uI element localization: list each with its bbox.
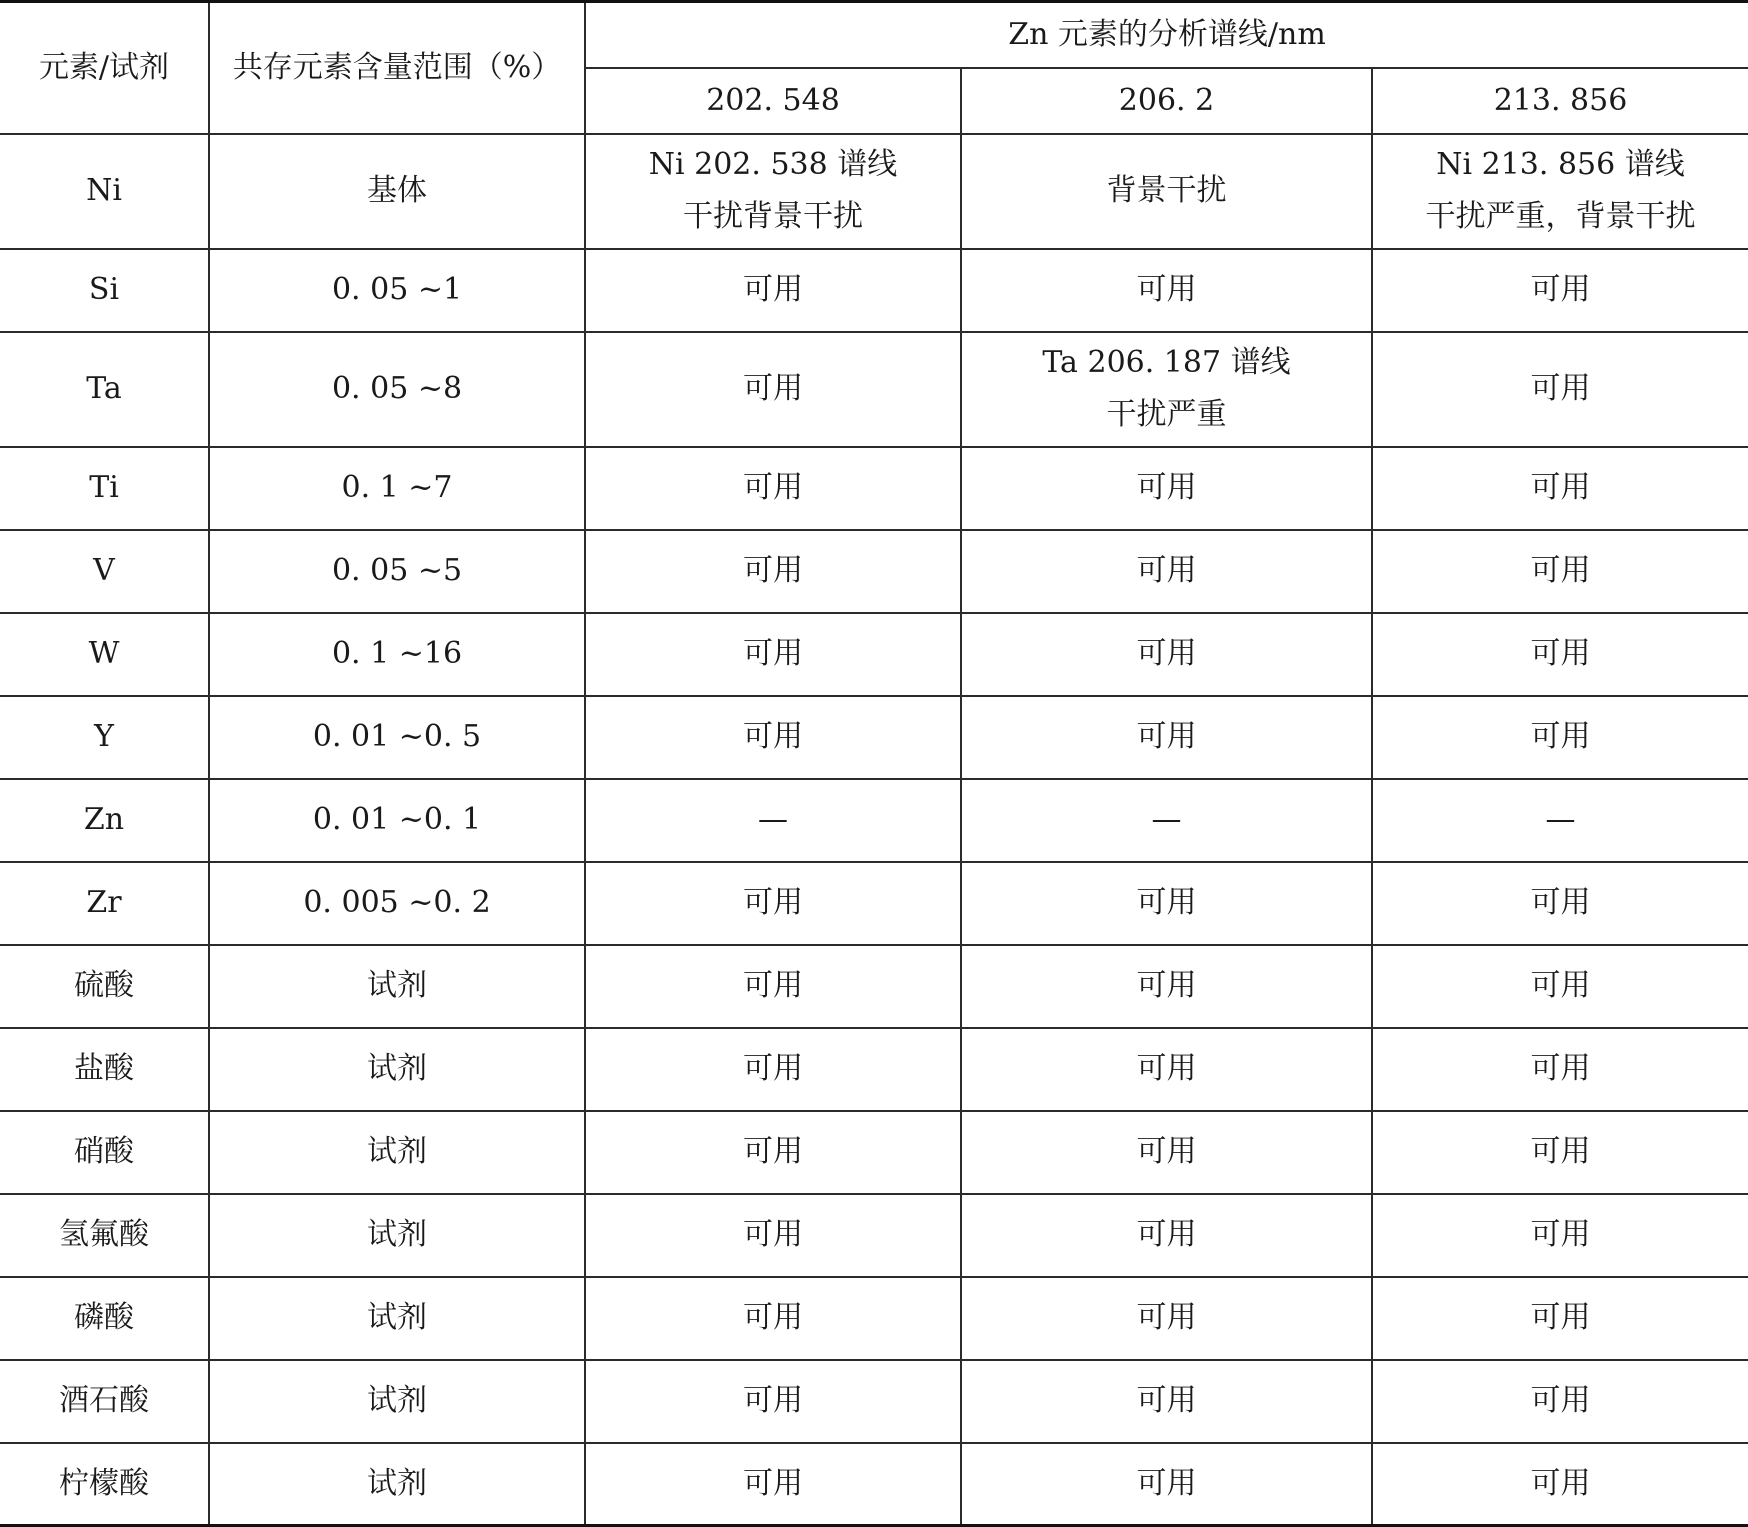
cell-line-1 [585,530,961,613]
cell-range: 试剂 [209,1360,585,1443]
cell-text: 可用 [743,1217,803,1252]
cell-text: 可用 [1530,1051,1591,1086]
cell-line-3 [1372,1111,1748,1194]
table-row [0,1194,1748,1277]
cell-text: Ni 213. 856 谱线 [1436,147,1685,182]
cell-text: 可用 [743,1465,803,1501]
cell-line-2 [961,530,1372,613]
cell-range: 试剂 [209,1111,585,1194]
cell-range: 0. 1 ~16 [209,613,585,696]
header-element-reagent: 元素/试剂 [0,2,209,134]
cell-text: 可用 [1136,1383,1197,1418]
cell-line-3 [1372,779,1748,862]
cell-range: 0. 1 ~7 [209,447,585,530]
table-row [0,447,1748,530]
cell-text: — [1545,802,1576,837]
cell-text: 可用 [1136,968,1197,1003]
cell-line-1 [585,447,961,530]
cell-text: 背景干扰 [1106,173,1227,208]
cell-line-2 [961,613,1372,696]
header-row-top [0,2,1748,68]
cell-range: 试剂 [209,1443,585,1526]
cell-line-3 [1372,696,1748,779]
cell-range: 0. 05 ~5 [209,530,585,613]
cell-line-3 [1372,1028,1748,1111]
cell-line-3 [1372,1360,1748,1443]
cell-range: 0. 005 ~0. 2 [209,862,585,945]
cell-text: 可用 [1136,470,1197,505]
cell-line-1 [585,1194,961,1277]
cell-text: 可用 [743,636,803,671]
cell-text: 可用 [1136,885,1197,920]
cell-range: 试剂 [209,945,585,1028]
cell-line-2 [961,1111,1372,1194]
cell-element: Ta [0,332,209,447]
cell-element: 酒石酸 [0,1360,209,1443]
cell-text: 可用 [743,1300,803,1335]
cell-text: 可用 [743,1383,803,1418]
table-row [0,862,1748,945]
cell-text: 可用 [1136,719,1197,754]
cell-text: 可用 [743,1134,803,1169]
cell-text: 可用 [1136,636,1197,671]
cell-text: 可用 [1530,470,1591,505]
cell-line-2 [961,945,1372,1028]
cell-line-2 [961,696,1372,779]
cell-line-3 [1372,862,1748,945]
cell-line-1 [585,779,961,862]
cell-text: 干扰严重 [1106,397,1227,432]
header-content-range: 共存元素含量范围（%） [209,2,585,134]
cell-line-2 [961,779,1372,862]
cell-text: 可用 [1136,553,1197,588]
cell-line-2 [961,1360,1372,1443]
cell-line-2 [961,134,1372,249]
cell-line-3 [1372,945,1748,1028]
cell-text: 可用 [1136,1465,1197,1501]
table-row [0,945,1748,1028]
cell-element: Si [0,249,209,332]
cell-line-1 [585,134,961,249]
cell-line-2 [961,862,1372,945]
cell-element: Zn [0,779,209,862]
cell-line-3 [1372,1443,1748,1526]
cell-text: 可用 [1530,968,1591,1003]
cell-text: Ni 202. 538 谱线 [648,147,898,182]
cell-text: 可用 [1530,1134,1591,1169]
cell-line-2 [961,1194,1372,1277]
cell-range: 0. 05 ~1 [209,249,585,332]
cell-text: — [1151,802,1182,837]
cell-element: 柠檬酸 [0,1443,209,1526]
cell-line-1 [585,1443,961,1526]
cell-line-2 [961,1443,1372,1526]
cell-text: 可用 [1136,1134,1197,1169]
cell-text: 可用 [1530,636,1591,671]
cell-element: 硝酸 [0,1111,209,1194]
cell-text: 可用 [1136,1051,1197,1086]
cell-text: 可用 [1530,1217,1591,1252]
cell-text: 可用 [743,553,803,588]
cell-line-1 [585,1111,961,1194]
table-row [0,1443,1748,1526]
cell-element: V [0,530,209,613]
cell-line-2 [961,332,1372,447]
cell-line-3 [1372,134,1748,249]
header-wavelength-1: 202. 548 [585,68,961,134]
cell-line-1 [585,945,961,1028]
cell-line-2 [961,1277,1372,1360]
table-row [0,249,1748,332]
table-row [0,530,1748,613]
cell-text: Ta 206. 187 谱线 [1042,345,1291,380]
cell-line-2 [961,249,1372,332]
cell-element: 磷酸 [0,1277,209,1360]
cell-line-3 [1372,447,1748,530]
cell-text: 可用 [1136,1300,1197,1335]
cell-range: 0. 05 ~8 [209,332,585,447]
cell-text: 干扰严重，背景干扰 [1425,199,1696,234]
header-wavelength-2: 206. 2 [961,68,1372,134]
cell-line-1 [585,613,961,696]
cell-text: 可用 [1530,371,1591,406]
header-wavelength-3: 213. 856 [1372,68,1748,134]
cell-text: 干扰背景干扰 [683,199,863,234]
table-row [0,134,1748,249]
cell-element: Y [0,696,209,779]
table-row [0,1277,1748,1360]
cell-text: 可用 [743,371,803,406]
cell-element: 盐酸 [0,1028,209,1111]
table-row [0,332,1748,447]
cell-element: Ti [0,447,209,530]
cell-range: 0. 01 ~0. 5 [209,696,585,779]
cell-text: — [758,802,788,837]
cell-element: 硫酸 [0,945,209,1028]
cell-text: 可用 [743,719,803,754]
cell-line-3 [1372,249,1748,332]
cell-text: 可用 [743,968,803,1003]
cell-line-3 [1372,1277,1748,1360]
cell-range: 试剂 [209,1194,585,1277]
cell-text: 可用 [1530,272,1591,307]
cell-line-1 [585,332,961,447]
cell-element: 氢氟酸 [0,1194,209,1277]
cell-line-3 [1372,332,1748,447]
cell-line-1 [585,862,961,945]
cell-element: W [0,613,209,696]
cell-line-3 [1372,530,1748,613]
cell-text: 可用 [1530,719,1591,754]
cell-text: 可用 [1530,1383,1591,1418]
cell-line-1 [585,1360,961,1443]
cell-line-1 [585,1277,961,1360]
cell-line-1 [585,249,961,332]
header-analysis-lines: Zn 元素的分析谱线/nm [585,2,1748,68]
table-row [0,613,1748,696]
cell-text: 可用 [1530,885,1591,920]
cell-line-2 [961,1028,1372,1111]
cell-text: 可用 [743,885,803,920]
cell-line-3 [1372,613,1748,696]
cell-element: Ni [0,134,209,249]
cell-line-1 [585,1028,961,1111]
cell-text: 可用 [1136,1217,1197,1252]
table-row [0,1111,1748,1194]
table-row [0,779,1748,862]
table-body [0,134,1748,1526]
cell-text: 可用 [1530,1465,1591,1501]
table-row [0,1028,1748,1111]
cell-range: 试剂 [209,1028,585,1111]
table-row [0,1360,1748,1443]
cell-text: 可用 [743,470,803,505]
cell-line-1 [585,696,961,779]
cell-text: 可用 [1530,553,1591,588]
cell-text: 可用 [743,272,803,307]
cell-text: 可用 [743,1051,803,1086]
cell-text: 可用 [1136,272,1197,307]
cell-range: 基体 [209,134,585,249]
cell-line-2 [961,447,1372,530]
cell-range: 0. 01 ~0. 1 [209,779,585,862]
cell-element: Zr [0,862,209,945]
cell-line-3 [1372,1194,1748,1277]
table-row [0,696,1748,779]
cell-text: 可用 [1530,1300,1591,1335]
cell-range: 试剂 [209,1277,585,1360]
